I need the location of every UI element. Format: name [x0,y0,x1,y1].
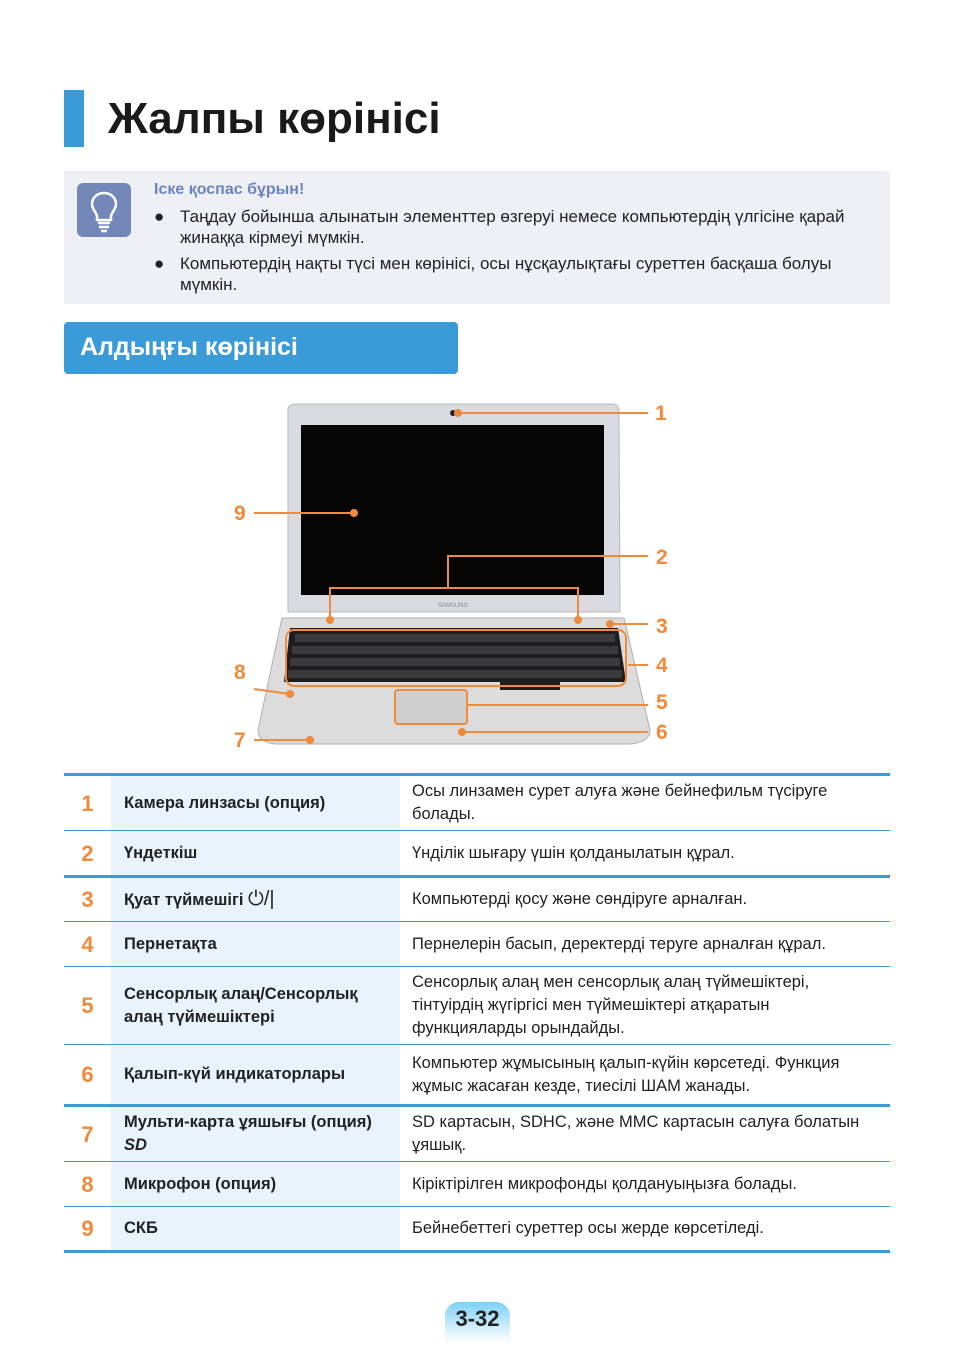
table-row [64,831,890,877]
note-item-text: Компьютердің нақты түсі мен көрінісі, осы нұсқаулықтағы суреттен басқаша болуы мүмкін. [180,254,832,294]
row-number: 2 [64,831,111,877]
component-desc: Үнділік шығару үшін қолданылатын құрал. [400,831,890,877]
callout-9: 9 [234,502,246,525]
component-desc: Компьютер жұмысының қалып-күйін көрсетеді. Функция жұмыс жасаған кезде, тиесілі ШАМ жанады. [400,1045,890,1106]
title-accent-bar [64,90,84,147]
laptop-front-illustration [0,390,954,760]
table-row [64,1106,890,1162]
page-title: Жалпы көрінісі [108,94,441,143]
component-desc: Компьютерді қосу және сөндіруге арналған. [400,877,890,922]
callout-6: 6 [656,721,668,744]
note-item: ● Таңдау бойынша алынатын элементтер өзгеруі немесе компьютердің үлгісіне қарай жинаққа кірмеуі мүмкін. [154,206,870,248]
callout-4: 4 [656,654,668,677]
component-desc: Бейнебеттегі суреттер осы жерде көрсетіледі. [400,1207,890,1252]
row-number: 5 [64,967,111,1045]
component-name: Камера линзасы (опция) [111,775,400,831]
component-name-text: Қуат түймешігі [124,890,244,909]
component-desc: SD картасын, SDHC, және MMC картасын салуға болатын ұяшық. [400,1106,890,1162]
callout-2: 2 [656,546,668,569]
callout-7: 7 [234,729,246,752]
note-title: Іске қоспас бұрын! [154,181,305,198]
power-icon: ⏻/| [248,887,275,910]
row-number: 8 [64,1162,111,1207]
table-row [64,775,890,831]
row-number: 6 [64,1045,111,1106]
table-row [64,1162,890,1207]
lcd-screen [301,425,604,595]
callout-5: 5 [656,691,668,714]
component-desc: Пернелерін басып, деректерді теруге арналған құрал. [400,922,890,967]
svg-text:SAMSUNG: SAMSUNG [437,603,469,609]
lightbulb-icon [77,183,131,237]
component-name [111,877,400,922]
component-name: Үндеткіш [111,831,400,877]
section-title: Алдыңғы көрінісі [80,333,298,361]
component-name: Микрофон (опция) [111,1162,400,1207]
component-name: Сенсорлық алаң/Сенсорлық алаң түймешіктері [111,967,400,1045]
row-number: 3 [64,877,111,922]
callout-3: 3 [656,615,668,638]
table-row [64,1045,890,1106]
note-item-text: Таңдау бойынша алынатын элементтер өзгеруі немесе компьютердің үлгісіне қарай жинаққа кірмеуі мүмкін. [180,207,845,247]
component-desc: Осы линзамен сурет алуға және бейнефильм түсіруге болады. [400,775,890,831]
callout-8: 8 [234,661,246,684]
row-number: 9 [64,1207,111,1252]
table-row [64,877,890,922]
page-number: 3-32 [445,1302,510,1342]
component-name: СКБ [111,1207,400,1252]
component-name-text: Мульти-карта ұяшығы (опция) [124,1113,372,1131]
component-name [111,1106,400,1162]
row-number: 7 [64,1106,111,1162]
table-row [64,1207,890,1252]
components-table [64,773,890,1253]
row-number: 4 [64,922,111,967]
component-name: Қалып-күй индикаторлары [111,1045,400,1106]
component-desc: Сенсорлық алаң мен сенсорлық алаң түймешіктері, тінтуірдің жүгіргісі мен түймешіктері атқаратын функцияларды орындайды. [400,967,890,1045]
row-number: 1 [64,775,111,831]
component-name: Пернетақта [111,922,400,967]
note-item: ● Компьютердің нақты түсі мен көрінісі, осы нұсқаулықтағы суреттен басқаша болуы мүмкін. [154,253,870,295]
table-row [64,967,890,1045]
callout-1: 1 [655,402,667,425]
sd-card-logo-icon: SD [124,1136,147,1154]
component-desc: Кіріктірілген микрофонды қолдануыңызға болады. [400,1162,890,1207]
table-row [64,922,890,967]
